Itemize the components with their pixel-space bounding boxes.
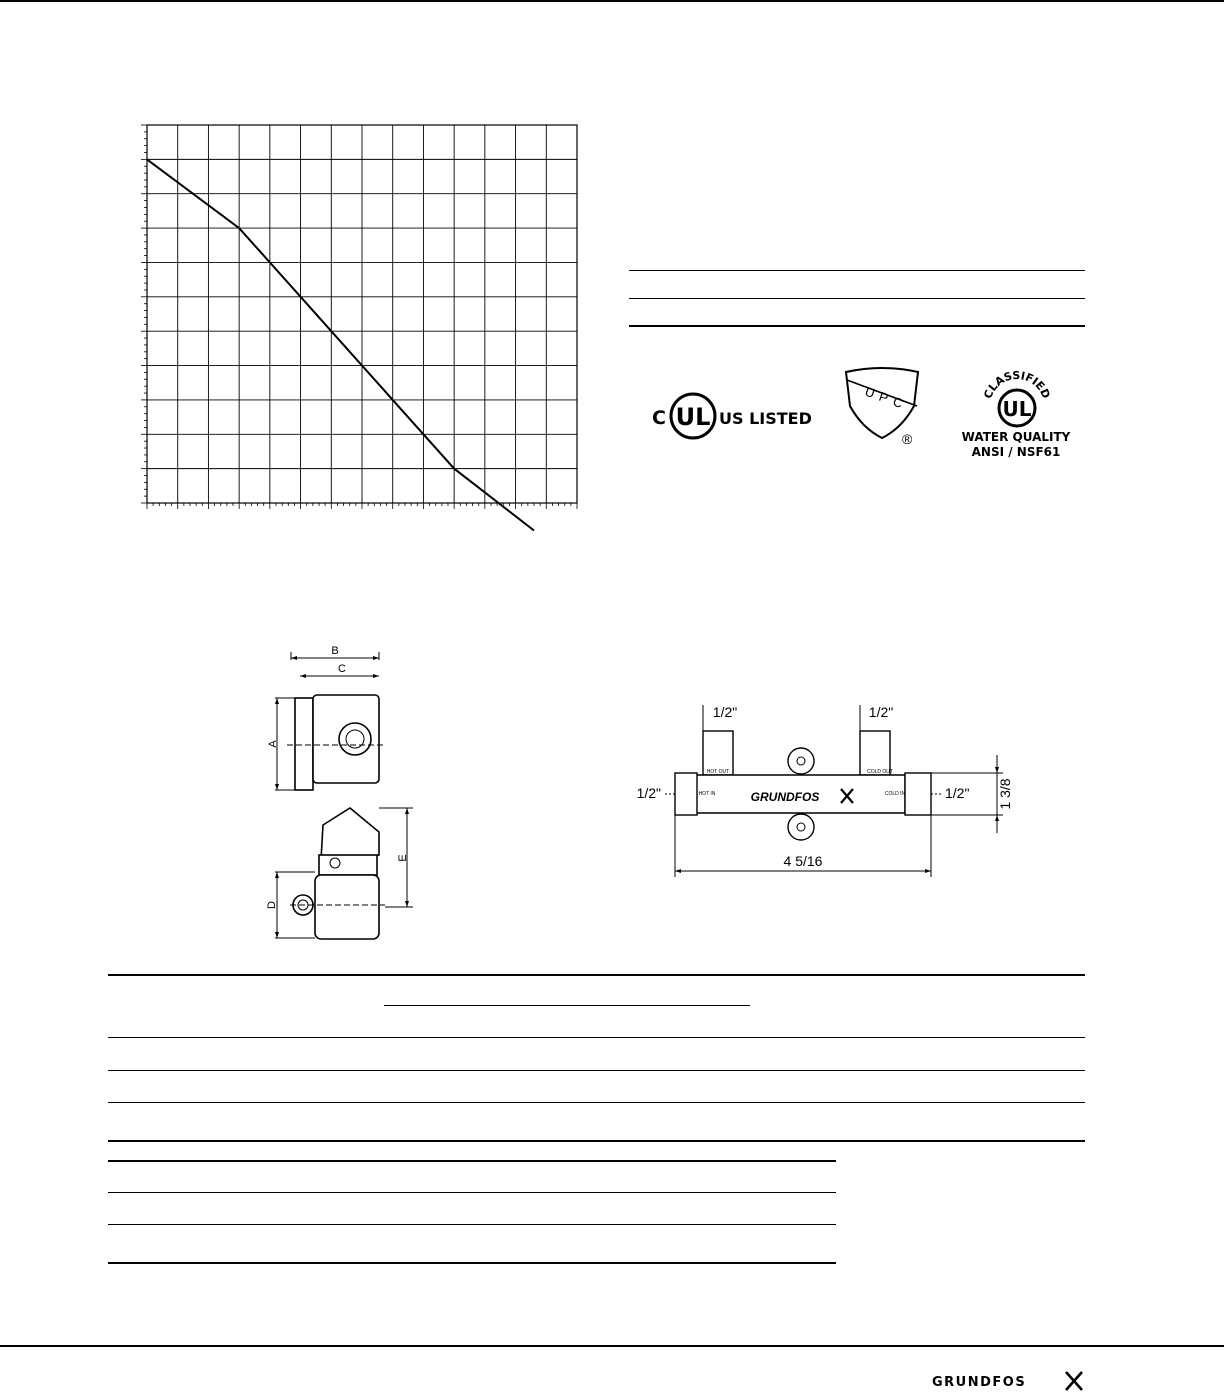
valve-top-right-size: 1/2" <box>868 704 894 720</box>
upc-letter-c: C <box>890 393 905 412</box>
chart-series <box>147 159 534 530</box>
pump-side-view-drawing <box>255 640 395 800</box>
dimensions-table-header-rule <box>108 1037 1085 1038</box>
dim-label-d: D <box>266 901 278 909</box>
ul-classified-line2: ANSI / NSF61 <box>971 445 1061 459</box>
dim-label-a: A <box>267 740 279 748</box>
valve-cold-out: COLD OUT <box>867 769 893 775</box>
ul-classified-logo <box>955 368 1077 463</box>
ul-listed-text: US LISTED <box>719 409 812 428</box>
footer-brand-text: GRUNDFOS <box>932 1375 1027 1390</box>
header-rule <box>0 0 1224 2</box>
pump-front-view-drawing <box>255 800 425 945</box>
ul-listed-mark: UL <box>675 403 711 431</box>
valve-hot-out: HOT OUT <box>706 769 730 775</box>
dimensions-table-row-rule-1 <box>108 1070 1085 1071</box>
electrical-table-top-rule <box>108 1160 836 1162</box>
valve-length: 4 5/16 <box>783 853 823 869</box>
footer-rule <box>0 1345 1224 1347</box>
valve-left-size: 1/2" <box>636 785 661 801</box>
dim-label-e: E <box>397 854 409 862</box>
upc-registered-mark: ® <box>902 431 913 447</box>
valve-cold-in: COLD IN <box>884 791 906 797</box>
chart-grid <box>147 125 577 503</box>
spec-table-bottom-rule <box>629 325 1085 327</box>
electrical-table-bottom-rule <box>108 1262 836 1264</box>
valve-dimension-drawing <box>625 695 1015 885</box>
ul-classified-mark: UL <box>1002 397 1032 421</box>
ul-listed-logo <box>650 385 812 447</box>
dim-label-c: C <box>338 663 346 675</box>
chart-series-line-0 <box>147 159 534 530</box>
upc-letter-p: P <box>876 388 891 406</box>
chart-ticks <box>141 125 577 509</box>
electrical-table-row-rule-1 <box>108 1192 836 1193</box>
spec-table-mid-rule <box>629 298 1085 299</box>
ul-classified-line1: WATER QUALITY <box>961 430 1071 444</box>
dimensions-table-bottom-rule <box>108 1140 1085 1142</box>
valve-hot-in: HOT IN <box>698 791 716 797</box>
electrical-table-row-rule-2 <box>108 1224 836 1225</box>
dimensions-table-group-rule <box>384 1005 750 1006</box>
dim-label-b: B <box>331 645 339 657</box>
performance-chart <box>130 118 590 518</box>
ul-listed-c: C <box>652 407 666 429</box>
ul-classified-arc-text: CLASSIFIED <box>981 368 1053 401</box>
dimensions-table-top-rule <box>108 974 1085 976</box>
upc-letter-u: U <box>862 383 877 402</box>
spec-table-top-rule <box>629 270 1085 271</box>
dimensions-table-row-rule-2 <box>108 1102 1085 1103</box>
footer-grundfos-logo <box>932 1368 1092 1394</box>
upc-logo <box>840 366 925 450</box>
valve-top-left-size: 1/2" <box>712 704 738 720</box>
valve-right-size: 1/2" <box>945 785 970 801</box>
valve-height: 1 3/8 <box>997 778 1013 810</box>
footer-x-mark-icon <box>1066 1372 1082 1390</box>
valve-brand: GRUNDFOS <box>750 790 820 804</box>
